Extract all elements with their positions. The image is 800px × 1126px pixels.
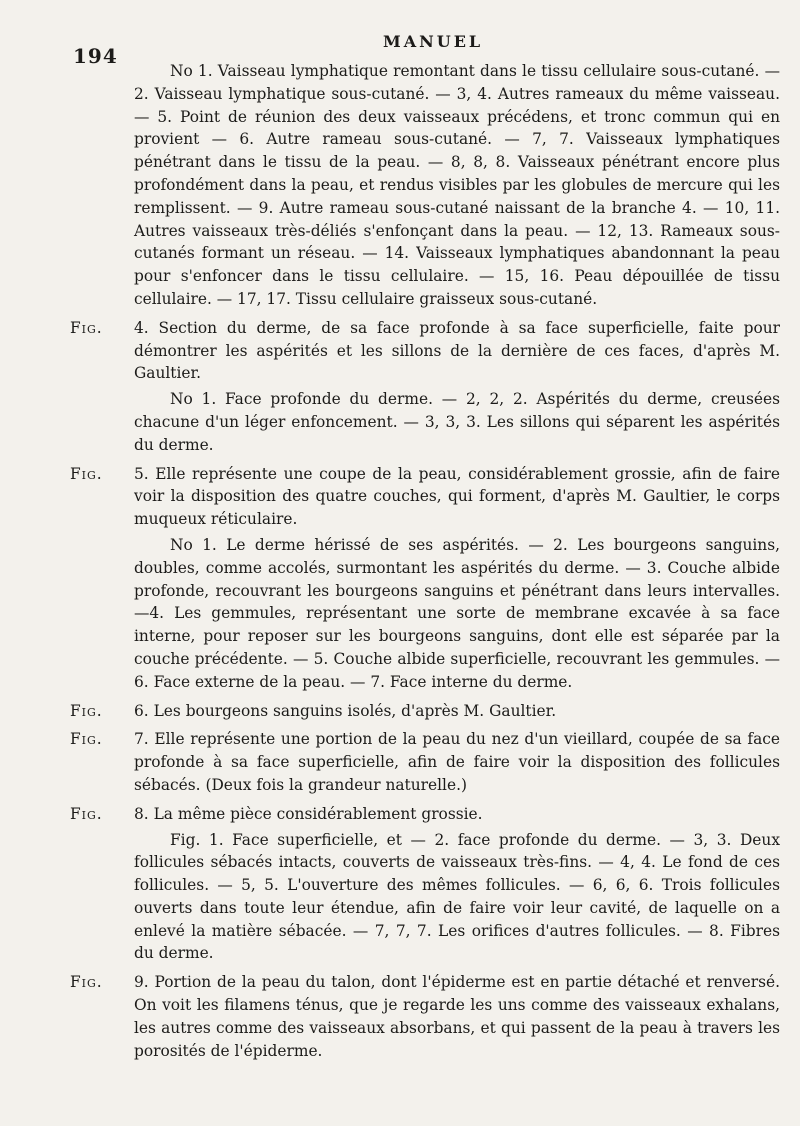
figure-details: Fig. 1. Face superficielle, et — 2. face profonde du derme. — 3, 3. Deux follicules sébacés intacts, couverts de vaisseaux très-fins. — 4, 4. Le fond de ces follicules. — 5, 5. L'ouverture des mêmes follicules. — 6, 6, 6. Trois follicules ouverts dans toute leur étendue, afin de faire voir leur cavité, de laquelle on a enlevé la matière sébacée. — 7, 7, 7. Les orifices d'autres follicules. — 8. Fibres du derme. <box>134 830 780 963</box>
figure-label: Fig. <box>70 730 103 749</box>
figure-4 <box>70 317 780 385</box>
figure-7 <box>70 728 780 796</box>
figure-caption: 7. Elle représente une portion de la peau du nez d'un vieillard, coupée de sa face profonde à sa face superficielle, afin de faire voir la disposition des follicules sébacés. (Deux fois la grandeur naturelle.) <box>134 730 780 794</box>
figure-label: Fig. <box>70 701 103 720</box>
figure-label: Fig. <box>70 973 103 992</box>
figure-5-details <box>70 534 780 694</box>
figure-details: No 1. Face profonde du derme. — 2, 2, 2. Aspérités du derme, creusées chacune d'un léger enfoncement. — 3, 3, 3. Les sillons qui séparent les aspérités du derme. <box>134 390 780 454</box>
figure-caption: 8. La même pièce considérablement grossie. <box>134 804 483 823</box>
page-number: 194 <box>73 44 118 68</box>
figure-8 <box>70 803 780 826</box>
running-title: MANUEL <box>383 32 484 51</box>
figure-details: No 1. Le derme hérissé de ses aspérités. — 2. Les bourgeons sanguins, doubles, comme accolés, surmontant les aspérités du derme. — 3. Couche albide profonde, recouvrant les bourgeons sanguins et pénétrant dans leurs intervalles.—4. Les gemmules, représentant une sorte de membrane excavée à sa face interne, pour reposer sur les bourgeons sanguins, dont elle est séparée par la couche précédente. — 5. Couche albide superficielle, recouvrant les gemmules. — 6. Face externe de la peau. — 7. Face interne du derme. <box>134 535 780 691</box>
figure-caption: 6. Les bourgeons sanguins isolés, d'après M. Gaultier. <box>134 701 557 720</box>
figure-6 <box>70 700 780 723</box>
figure-label: Fig. <box>70 804 103 823</box>
page-header <box>0 30 800 68</box>
figure-caption: 5. Elle représente une coupe de la peau, considérablement grossie, afin de faire voir la disposition des quatre couches, qui forment, d'après M. Gaultier, le corps muqueux réticulaire. <box>134 464 780 529</box>
intro-items: No 1. Vaisseau lymphatique remontant dans le tissu cellulaire sous-cutané. — 2. Vaisseau lymphatique sous-cutané. — 3, 4. Autres rameaux du même vaisseau. — 5. Point de réunion des deux vaisseaux précédens, et tronc commun qui en provient — 6. Autre rameau sous-cutané. — 7, 7. Vaisseaux lymphatiques pénétrant dans le tissu de la peau. — 8, 8, 8. Vaisseaux pénétrant encore plus profondément dans la peau, et rendus visibles par les globules de mercure qui les remplissent. — 9. Autre rameau sous-cutané naissant de la branche 4. — 10, 11. Autres vaisseaux très-déliés s'enfonçant dans la peau. — 12, 13. Rameaux sous-cutanés formant un réseau. — 14. Vaisseaux lymphatiques abandonnant la peau pour s'enfoncer dans le tissu cellulaire. — 15, 16. Peau dépouillée de tissu cellulaire. — 17, 17. Tissu cellulaire graisseux sous-cutané. <box>134 62 780 308</box>
figure-caption: 9. Portion de la peau du talon, dont l'épiderme est en partie détaché et renversé. On voit les filamens ténus, que je regarde les uns comme des vaisseaux exhalans, les autres comme des vaisseaux absorbans, et qui passent de la peau à travers les porosités de l'épiderme. <box>134 973 780 1060</box>
figure-label: Fig. <box>70 464 103 483</box>
page-body <box>70 60 780 1062</box>
figure-caption: 4. Section du derme, de sa face profonde à sa face superficielle, faite pour démontrer les aspérités et les sillons de la dernière de ces faces, d'après M. Gaultier. <box>134 318 780 383</box>
figure-5 <box>70 463 780 531</box>
intro-block <box>70 60 780 311</box>
figure-label: Fig. <box>70 318 103 337</box>
figure-9 <box>70 971 780 1062</box>
figure-8-details <box>70 829 780 966</box>
figure-4-details <box>70 388 780 456</box>
